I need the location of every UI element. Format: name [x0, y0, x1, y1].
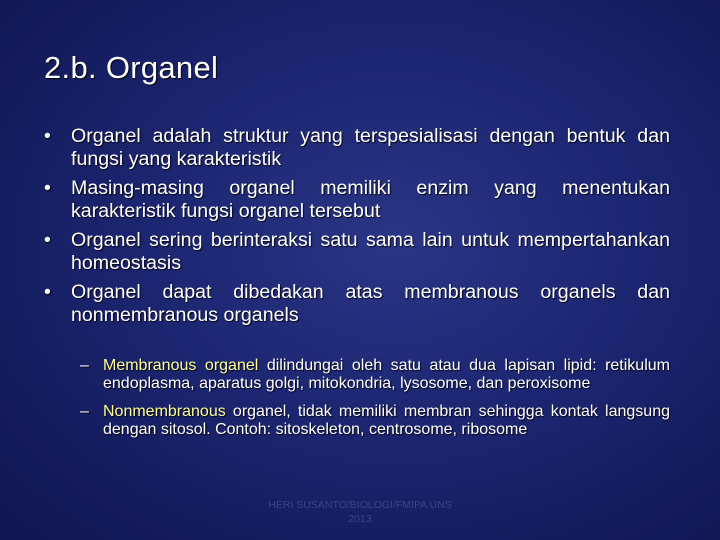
sub-bullet-marker: – [80, 357, 89, 374]
bullet-marker: • [44, 229, 51, 251]
bullet-item [44, 177, 670, 223]
bullet-marker: • [44, 281, 51, 303]
bullet-marker: • [44, 177, 51, 199]
sub-bullet-list [80, 357, 670, 449]
sub-bullet-text: organel, tidak memiliki membran sehingga kontak langsung dengan sitosol. Contoh: sitoskeleton, centrosome, ribosome [103, 403, 670, 438]
footer-credit: HERI SUSANTO/BIOLOGI/FMIPA UNS [268, 499, 452, 511]
sub-bullet-item [80, 357, 670, 393]
sub-bullet-text: dilindungai oleh satu atau dua lapisan lipid: retikulum endoplasma, aparatus golgi, mitokondria, lysosome, dan peroxisome [103, 357, 670, 392]
sub-bullet-item [80, 403, 670, 439]
bullet-text: Organel sering berinteraksi satu sama lain untuk mempertahankan homeostasis [71, 229, 670, 274]
bullet-text: Organel dapat dibedakan atas membranous organels dan nonmembranous organels [71, 281, 670, 326]
slide-footer [255, 498, 465, 526]
bullet-item [44, 125, 670, 171]
bullet-item [44, 281, 670, 327]
bullet-text: Masing-masing organel memiliki enzim yang menentukan karakteristik fungsi organel tersebut [71, 177, 670, 222]
bullet-list [44, 125, 670, 333]
slide-title: 2.b. Organel [44, 50, 219, 85]
footer-year: 2013 [348, 513, 372, 525]
sub-bullet-highlight: Membranous organel [103, 357, 259, 374]
bullet-text: Organel adalah struktur yang terspesialisasi dengan bentuk dan fungsi yang karakteristik [71, 125, 670, 170]
bullet-marker: • [44, 125, 51, 147]
sub-bullet-marker: – [80, 403, 89, 420]
bullet-item [44, 229, 670, 275]
sub-bullet-highlight: Nonmembranous [103, 403, 226, 420]
